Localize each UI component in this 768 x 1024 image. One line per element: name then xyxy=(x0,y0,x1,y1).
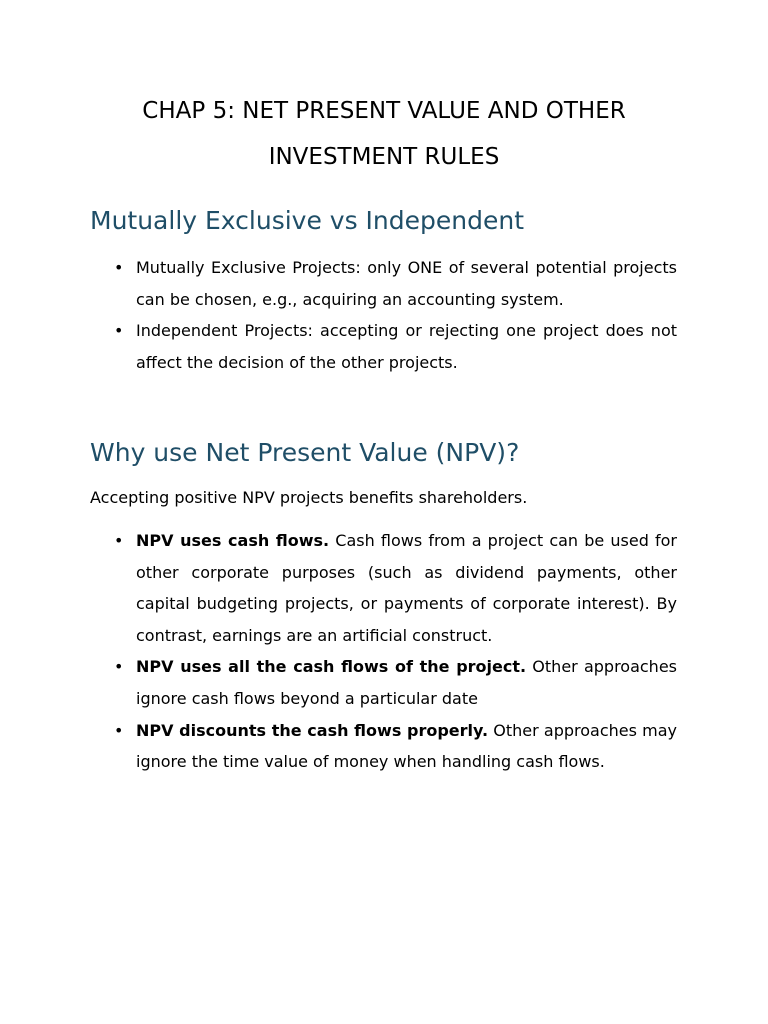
bullet-icon: • xyxy=(114,321,124,341)
bullet-list-project-types xyxy=(114,252,677,378)
bullet-text: Other approaches may ignore the time value of money when handling cash flows. xyxy=(136,720,677,772)
intro-paragraph: Accepting positive NPV projects benefits shareholders. xyxy=(90,488,528,507)
title-line-1: CHAP 5: NET PRESENT VALUE AND OTHER xyxy=(142,98,626,124)
list-item xyxy=(114,715,677,778)
section-heading-mutually-exclusive: Mutually Exclusive vs Independent xyxy=(90,206,525,235)
list-item xyxy=(114,315,677,378)
list-item xyxy=(114,525,677,651)
bullet-list-npv-reasons xyxy=(114,525,677,778)
bullet-bold-lead: NPV discounts the cash flows properly. xyxy=(136,720,489,740)
bullet-bold-lead: NPV uses cash flows. xyxy=(136,531,330,550)
bullet-icon: • xyxy=(114,720,124,740)
bullet-text: Cash flows from a project can be used for other corporate purposes (such as dividend payments, other capital budgeting projects, or payments of corporate interest). By contrast, earnings are an artificial construct. xyxy=(136,531,677,645)
bullet-bold-lead: NPV uses all the cash flows of the project. xyxy=(136,657,527,677)
bullet-text: Other approaches ignore cash flows beyond a particular date xyxy=(136,657,677,708)
list-item xyxy=(114,252,677,315)
bullet-icon: • xyxy=(114,258,124,277)
list-item xyxy=(114,651,677,714)
bullet-text: Independent Projects: accepting or rejecting one project does not affect the decision of the other projects. xyxy=(136,321,677,372)
bullet-icon: • xyxy=(114,531,124,550)
bullet-text: Mutually Exclusive Projects: only ONE of several potential projects can be chosen, e.g., acquiring an accounting system. xyxy=(136,258,677,309)
title-line-2: INVESTMENT RULES xyxy=(268,144,500,170)
section-heading-why-npv: Why use Net Present Value (NPV)? xyxy=(90,438,520,467)
document-title xyxy=(0,88,768,180)
bullet-icon: • xyxy=(114,657,124,677)
